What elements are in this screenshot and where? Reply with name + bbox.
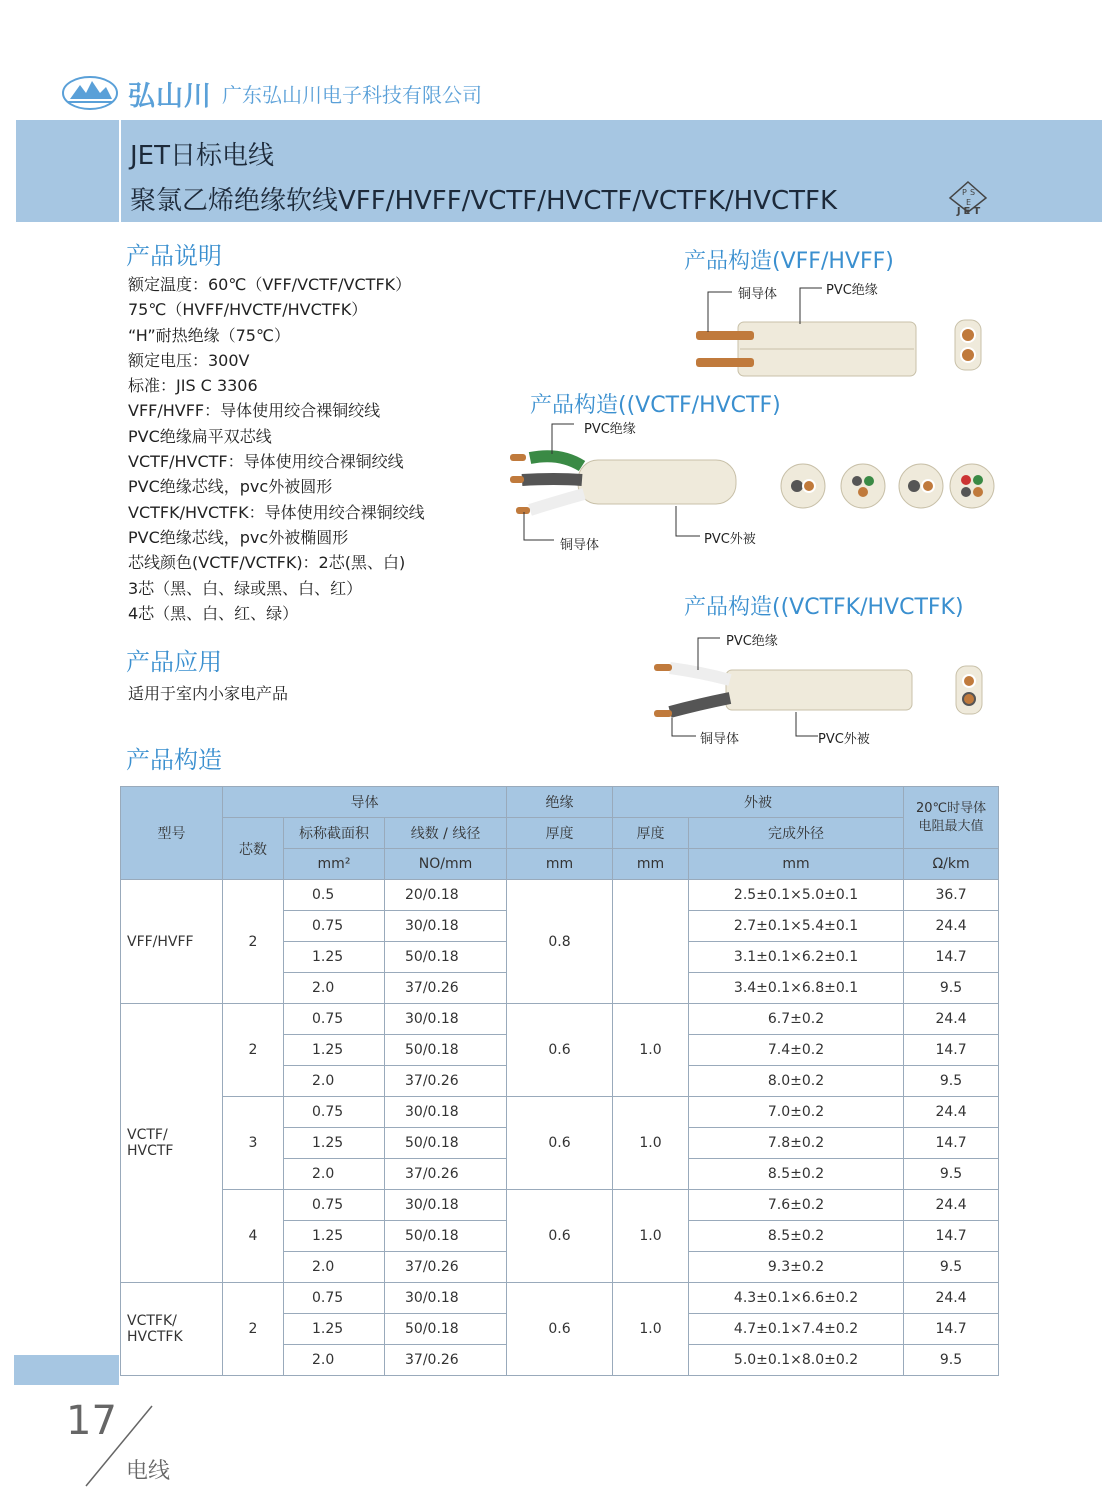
- pse-letter: E: [966, 198, 972, 207]
- header-ins-thickness: 厚度: [507, 818, 613, 849]
- area-cell: 2.0: [284, 1252, 385, 1283]
- cores-cell: 2: [223, 1283, 284, 1376]
- vctf-sheath-label: PVC外被: [704, 532, 756, 547]
- resistance-cell: 9.5: [904, 1252, 999, 1283]
- strands-cell: 37/0.26: [385, 1159, 507, 1190]
- strands-cell: 30/0.18: [385, 1004, 507, 1035]
- vctf-diagram-title: 产品构造((VCTF/HVCTF): [530, 393, 781, 418]
- footer-bar: [14, 1355, 119, 1385]
- resistance-cell: 24.4: [904, 1190, 999, 1221]
- strands-cell: 20/0.18: [385, 880, 507, 911]
- vctfk-sheath-label: PVC外被: [818, 732, 870, 747]
- area-cell: 1.25: [284, 1314, 385, 1345]
- strands-cell: 37/0.26: [385, 1345, 507, 1376]
- outer-diameter-cell: 8.5±0.2: [689, 1221, 904, 1252]
- outer-diameter-cell: 7.8±0.2: [689, 1128, 904, 1159]
- resistance-cell: 24.4: [904, 1097, 999, 1128]
- area-cell: 0.75: [284, 911, 385, 942]
- area-cell: 0.5: [284, 880, 385, 911]
- vff-insulation-label: PVC绝缘: [826, 283, 878, 298]
- sheath-thickness-cell: 1.0: [613, 1097, 689, 1190]
- structure-heading: 产品构造: [126, 746, 222, 774]
- sheath-thickness-cell: 1.0: [613, 1004, 689, 1097]
- table-row: [121, 1097, 999, 1128]
- header-outer-diameter: 完成外径: [689, 818, 904, 849]
- model-cell: VFF/HVFF: [121, 880, 223, 1004]
- vff-conductor-label: 铜导体: [738, 287, 778, 302]
- header-resistance: 20℃时导体电阻最大值: [904, 787, 999, 849]
- description-line: “H”耐热绝缘（75℃）: [128, 325, 290, 345]
- vctfk-diagram-title: 产品构造((VCTFK/HVCTFK): [684, 595, 964, 620]
- description-line: PVC绝缘芯线，pvc外被圆形: [128, 477, 333, 497]
- application-text: 适用于室内小家电产品: [128, 684, 289, 703]
- area-cell: 1.25: [284, 1128, 385, 1159]
- cores-cell: 3: [223, 1097, 284, 1190]
- table-row: [121, 880, 999, 911]
- description-line: 额定电压：300V: [128, 350, 250, 370]
- page-category: 电线: [126, 1459, 171, 1484]
- header-sheath: 外被: [613, 787, 904, 818]
- area-cell: 2.0: [284, 1066, 385, 1097]
- description-line: VCTF/HVCTF：导体使用绞合裸铜绞线: [128, 452, 404, 472]
- strands-cell: 37/0.26: [385, 1252, 507, 1283]
- resistance-cell: 14.7: [904, 942, 999, 973]
- outer-diameter-cell: 4.7±0.1×7.4±0.2: [689, 1314, 904, 1345]
- area-cell: 1.25: [284, 1035, 385, 1066]
- company-logo: [62, 74, 482, 112]
- resistance-cell: 9.5: [904, 973, 999, 1004]
- resistance-cell: 14.7: [904, 1035, 999, 1066]
- page-subtitle: 聚氯乙烯绝缘软线VFF/HVFF/VCTF/HVCTF/VCTFK/HVCTFK: [130, 186, 838, 216]
- outer-diameter-cell: 9.3±0.2: [689, 1252, 904, 1283]
- area-cell: 1.25: [284, 1221, 385, 1252]
- brand-name: 弘山川: [128, 80, 212, 112]
- description-line: VFF/HVFF：导体使用绞合裸铜绞线: [128, 401, 381, 421]
- model-cell: VCTFK/ HVCTFK: [121, 1283, 223, 1376]
- description-line: PVC绝缘芯线，pvc外被椭圆形: [128, 527, 349, 547]
- header-model: 型号: [121, 787, 223, 880]
- sheath-thickness-cell: [613, 880, 689, 1004]
- strands-cell: 50/0.18: [385, 1035, 507, 1066]
- resistance-cell: 14.7: [904, 1314, 999, 1345]
- header-sheath-thickness: 厚度: [613, 818, 689, 849]
- area-cell: 2.0: [284, 1159, 385, 1190]
- strands-cell: 50/0.18: [385, 1314, 507, 1345]
- outer-diameter-cell: 8.0±0.2: [689, 1066, 904, 1097]
- description-line: 3芯（黑、白、绿或黑、白、红）: [128, 578, 363, 598]
- page-title: JET日标电线: [130, 141, 274, 171]
- insulation-thickness-cell: 0.6: [507, 1004, 613, 1097]
- vff-diagram-title: 产品构造(VFF/HVFF): [684, 249, 894, 274]
- strands-cell: 30/0.18: [385, 1190, 507, 1221]
- resistance-cell: 9.5: [904, 1345, 999, 1376]
- unit-resistance: Ω/km: [904, 849, 999, 880]
- jet-mark-text: JET: [956, 206, 984, 217]
- description-line: 芯线颜色(VCTF/VCTFK)：2芯(黑、白): [128, 553, 406, 573]
- vctf-insulation-label: PVC绝缘: [584, 422, 636, 437]
- area-cell: 0.75: [284, 1097, 385, 1128]
- sheath-thickness-cell: 1.0: [613, 1190, 689, 1283]
- model-cell: VCTF/ HVCTF: [121, 1004, 223, 1283]
- area-cell: 0.75: [284, 1004, 385, 1035]
- resistance-cell: 9.5: [904, 1066, 999, 1097]
- title-band-left: [16, 120, 121, 222]
- vctfk-conductor-label: 铜导体: [700, 732, 740, 747]
- outer-diameter-cell: 7.4±0.2: [689, 1035, 904, 1066]
- vctfk-insulation-label: PVC绝缘: [726, 634, 778, 649]
- resistance-cell: 9.5: [904, 1159, 999, 1190]
- page-number: 17: [66, 1398, 117, 1444]
- insulation-thickness-cell: 0.6: [507, 1097, 613, 1190]
- area-cell: 2.0: [284, 1345, 385, 1376]
- unit-sheath: mm: [613, 849, 689, 880]
- resistance-cell: 14.7: [904, 1128, 999, 1159]
- sheath-thickness-cell: 1.0: [613, 1283, 689, 1376]
- table-row: [121, 1283, 999, 1314]
- header-conductor: 导体: [223, 787, 507, 818]
- outer-diameter-cell: 7.6±0.2: [689, 1190, 904, 1221]
- outer-diameter-cell: 2.7±0.1×5.4±0.1: [689, 911, 904, 942]
- unit-strands: NO/mm: [385, 849, 507, 880]
- strands-cell: 37/0.26: [385, 1066, 507, 1097]
- unit-ins: mm: [507, 849, 613, 880]
- pse-jet-mark: [946, 180, 990, 220]
- unit-area: mm²: [284, 849, 385, 880]
- outer-diameter-cell: 2.5±0.1×5.0±0.1: [689, 880, 904, 911]
- strands-cell: 50/0.18: [385, 942, 507, 973]
- insulation-thickness-cell: 0.8: [507, 880, 613, 1004]
- description-line: VCTFK/HVCTFK：导体使用绞合裸铜绞线: [128, 502, 425, 522]
- description-line: PVC绝缘扁平双芯线: [128, 426, 272, 446]
- area-cell: 1.25: [284, 942, 385, 973]
- insulation-thickness-cell: 0.6: [507, 1283, 613, 1376]
- outer-diameter-cell: 8.5±0.2: [689, 1159, 904, 1190]
- cores-cell: 4: [223, 1190, 284, 1283]
- company-name: 广东弘山川电子科技有限公司: [222, 82, 482, 107]
- area-cell: 0.75: [284, 1190, 385, 1221]
- insulation-thickness-cell: 0.6: [507, 1190, 613, 1283]
- description-list: [128, 272, 425, 626]
- description-line: 额定温度：60℃（VFF/VCTF/VCTFK）: [128, 275, 412, 294]
- header-area: 标称截面积: [284, 818, 385, 849]
- header-insulation: 绝缘: [507, 787, 613, 818]
- pse-letter: S: [970, 188, 976, 197]
- strands-cell: 30/0.18: [385, 1097, 507, 1128]
- resistance-cell: 36.7: [904, 880, 999, 911]
- header-cores: 芯数: [223, 818, 284, 880]
- outer-diameter-cell: 5.0±0.1×8.0±0.2: [689, 1345, 904, 1376]
- header-strands: 线数 / 线径: [385, 818, 507, 849]
- application-heading: 产品应用: [126, 648, 222, 676]
- vctf-conductor-label: 铜导体: [560, 538, 600, 553]
- strands-cell: 30/0.18: [385, 1283, 507, 1314]
- mountain-logo-icon: [62, 75, 118, 111]
- description-heading: 产品说明: [126, 242, 222, 270]
- pse-letter: P: [962, 188, 967, 197]
- cores-cell: 2: [223, 1004, 284, 1097]
- outer-diameter-cell: 3.4±0.1×6.8±0.1: [689, 973, 904, 1004]
- outer-diameter-cell: 6.7±0.2: [689, 1004, 904, 1035]
- table-row: [121, 1190, 999, 1221]
- area-cell: 2.0: [284, 973, 385, 1004]
- unit-od: mm: [689, 849, 904, 880]
- resistance-cell: 14.7: [904, 1221, 999, 1252]
- outer-diameter-cell: 7.0±0.2: [689, 1097, 904, 1128]
- strands-cell: 30/0.18: [385, 911, 507, 942]
- description-line: 标准：JIS C 3306: [128, 376, 258, 396]
- strands-cell: 37/0.26: [385, 973, 507, 1004]
- description-line: 75℃（HVFF/HVCTF/HVCTFK）: [128, 300, 368, 320]
- resistance-cell: 24.4: [904, 911, 999, 942]
- strands-cell: 50/0.18: [385, 1221, 507, 1252]
- spec-table: [120, 786, 999, 1376]
- cores-cell: 2: [223, 880, 284, 1004]
- area-cell: 0.75: [284, 1283, 385, 1314]
- outer-diameter-cell: 3.1±0.1×6.2±0.1: [689, 942, 904, 973]
- outer-diameter-cell: 4.3±0.1×6.6±0.2: [689, 1283, 904, 1314]
- resistance-cell: 24.4: [904, 1283, 999, 1314]
- resistance-cell: 24.4: [904, 1004, 999, 1035]
- description-line: 4芯（黑、白、红、绿）: [128, 603, 299, 623]
- strands-cell: 50/0.18: [385, 1128, 507, 1159]
- table-row: [121, 1004, 999, 1035]
